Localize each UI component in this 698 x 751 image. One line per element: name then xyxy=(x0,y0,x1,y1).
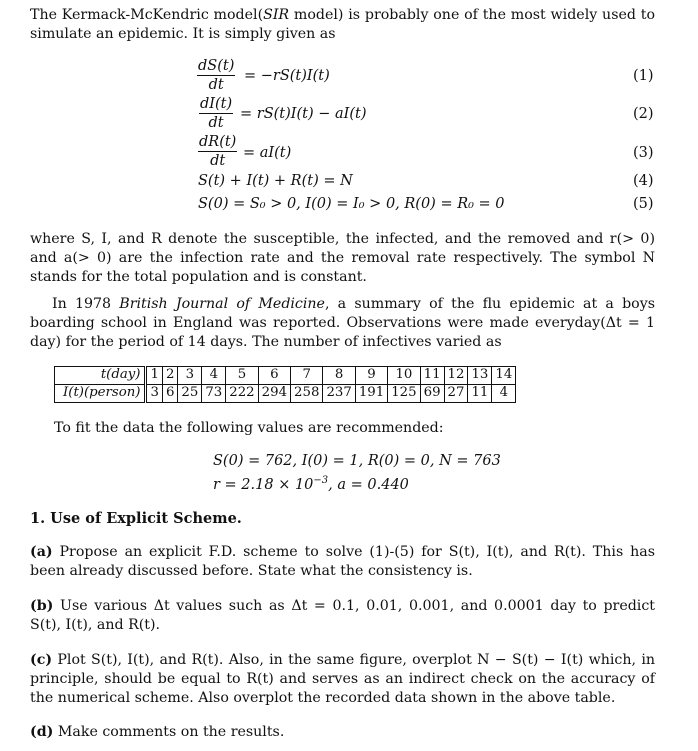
eq1-fraction xyxy=(197,58,235,93)
table-cell: 8 xyxy=(323,367,355,385)
eq5-text: S(0) = S₀ > 0, I(0) = I₀ > 0, R(0) = R₀ = 0 xyxy=(198,196,505,212)
params-line-1: S(0) = 762, I(0) = 1, R(0) = 0, N = 763 xyxy=(213,453,501,469)
part-a xyxy=(30,543,655,581)
journal-name: British Journal of Medicine xyxy=(119,296,325,312)
table-row-days xyxy=(55,367,516,385)
history-paragraph xyxy=(30,295,655,352)
part-c xyxy=(30,651,655,708)
eq2-denominator: dt xyxy=(208,115,224,131)
eq4-number: (4) xyxy=(633,173,654,189)
eq1-denominator: dt xyxy=(208,77,224,93)
table-cell: 3 xyxy=(146,385,162,403)
table-cell: 10 xyxy=(388,367,420,385)
table-cell: 6 xyxy=(258,367,290,385)
section-title: 1. Use of Explicit Scheme. xyxy=(30,510,242,527)
eq3-denominator: dt xyxy=(210,153,226,169)
eq3-fraction xyxy=(198,134,237,169)
table-cell: 2 xyxy=(162,367,177,385)
eq3-numerator: dR(t) xyxy=(199,134,237,150)
table-cell: 191 xyxy=(355,385,387,403)
table-cell: 1 xyxy=(146,367,162,385)
part-d-label: (d) xyxy=(30,724,54,740)
table-cell: 14 xyxy=(492,367,516,385)
table-cell: 4 xyxy=(492,385,516,403)
fit-text: To fit the data the following values are recommended: xyxy=(54,420,444,436)
part-d xyxy=(30,723,655,742)
table-cell: 258 xyxy=(291,385,323,403)
part-a-text: Propose an explicit F.D. scheme to solve (1)-(5) for S(t), I(t), and R(t). This has been already discussed before. State what the consistency is. xyxy=(30,544,655,579)
table-cell: 69 xyxy=(420,385,444,403)
eq2-fraction xyxy=(199,96,233,131)
part-c-text: Plot S(t), I(t), and R(t). Also, in the same figure, overplot N − S(t) − I(t) which, in principle, should be equal to R(t) and serves as an indirect check on the accuracy of the numerical scheme. Also overplot the recorded data shown in the above table. xyxy=(30,652,655,706)
intro-text-start: The Kermack-McKendric model( xyxy=(30,7,264,23)
part-c-label: (c) xyxy=(30,652,53,668)
intro-paragraph xyxy=(30,6,655,44)
params-a-value: , a = 0.440 xyxy=(328,476,409,493)
infectives-table xyxy=(54,366,516,403)
eq3-number: (3) xyxy=(633,145,654,161)
table-cell: 9 xyxy=(355,367,387,385)
table-header-infectives: I(t)(person) xyxy=(55,385,146,403)
table-cell: 3 xyxy=(178,367,202,385)
history-rest: , a summary of the flu epidemic at a boys boarding school in England was reported. Observations were made everyday(Δt = 1 day) for the period of 14 days. The number of infectives varied as xyxy=(30,296,655,350)
table-cell: 6 xyxy=(162,385,177,403)
table-cell: 11 xyxy=(420,367,444,385)
table-cell: 294 xyxy=(258,385,290,403)
table-cell: 13 xyxy=(468,367,492,385)
eq1-rhs: = −rS(t)I(t) xyxy=(244,68,330,84)
params-r-value: r = 2.18 × 10 xyxy=(213,476,314,493)
eq1-numerator: dS(t) xyxy=(198,58,235,74)
table-cell: 25 xyxy=(178,385,202,403)
table-cell: 125 xyxy=(388,385,420,403)
table-cell: 27 xyxy=(444,385,468,403)
eq2-rhs: = rS(t)I(t) − aI(t) xyxy=(240,106,367,122)
table-cell: 7 xyxy=(291,367,323,385)
table-header-day: t(day) xyxy=(55,367,146,385)
table-cell: 222 xyxy=(226,385,258,403)
eq1-number: (1) xyxy=(633,68,654,84)
table-row-infectives xyxy=(55,385,516,403)
intro-text-end: model) is probably one of the most widely used to simulate an epidemic. It is simply given as xyxy=(30,7,655,42)
table-cell: 11 xyxy=(468,385,492,403)
eq3-rhs: = aI(t) xyxy=(243,145,292,161)
table-cell: 4 xyxy=(202,367,226,385)
table-cell: 12 xyxy=(444,367,468,385)
table-cell: 237 xyxy=(323,385,355,403)
eq2-number: (2) xyxy=(633,106,654,122)
part-a-label: (a) xyxy=(30,544,53,560)
eq4-text: S(t) + I(t) + R(t) = N xyxy=(198,173,353,189)
table-cell: 5 xyxy=(226,367,258,385)
history-lead: In 1978 xyxy=(52,296,120,312)
eq5-number: (5) xyxy=(633,196,654,212)
part-b-label: (b) xyxy=(30,598,54,614)
part-b xyxy=(30,597,655,635)
eq2-numerator: dI(t) xyxy=(200,96,233,112)
where-paragraph: where S, I, and R denote the susceptible, the infected, and the removed and r(> 0) and a(> 0) are the infection rate and the removal rate respectively. The symbol N stands for the total population and is constant. xyxy=(30,231,655,285)
params-line-2 xyxy=(213,475,409,493)
model-abbrev: SIR xyxy=(263,7,290,23)
part-d-text: Make comments on the results. xyxy=(53,724,285,740)
params-exponent: −3 xyxy=(313,475,329,486)
part-b-text: Use various Δt values such as Δt = 0.1, 0.01, 0.001, and 0.0001 day to predict S(t), I(t), and R(t). xyxy=(30,598,655,633)
table-cell: 73 xyxy=(202,385,226,403)
